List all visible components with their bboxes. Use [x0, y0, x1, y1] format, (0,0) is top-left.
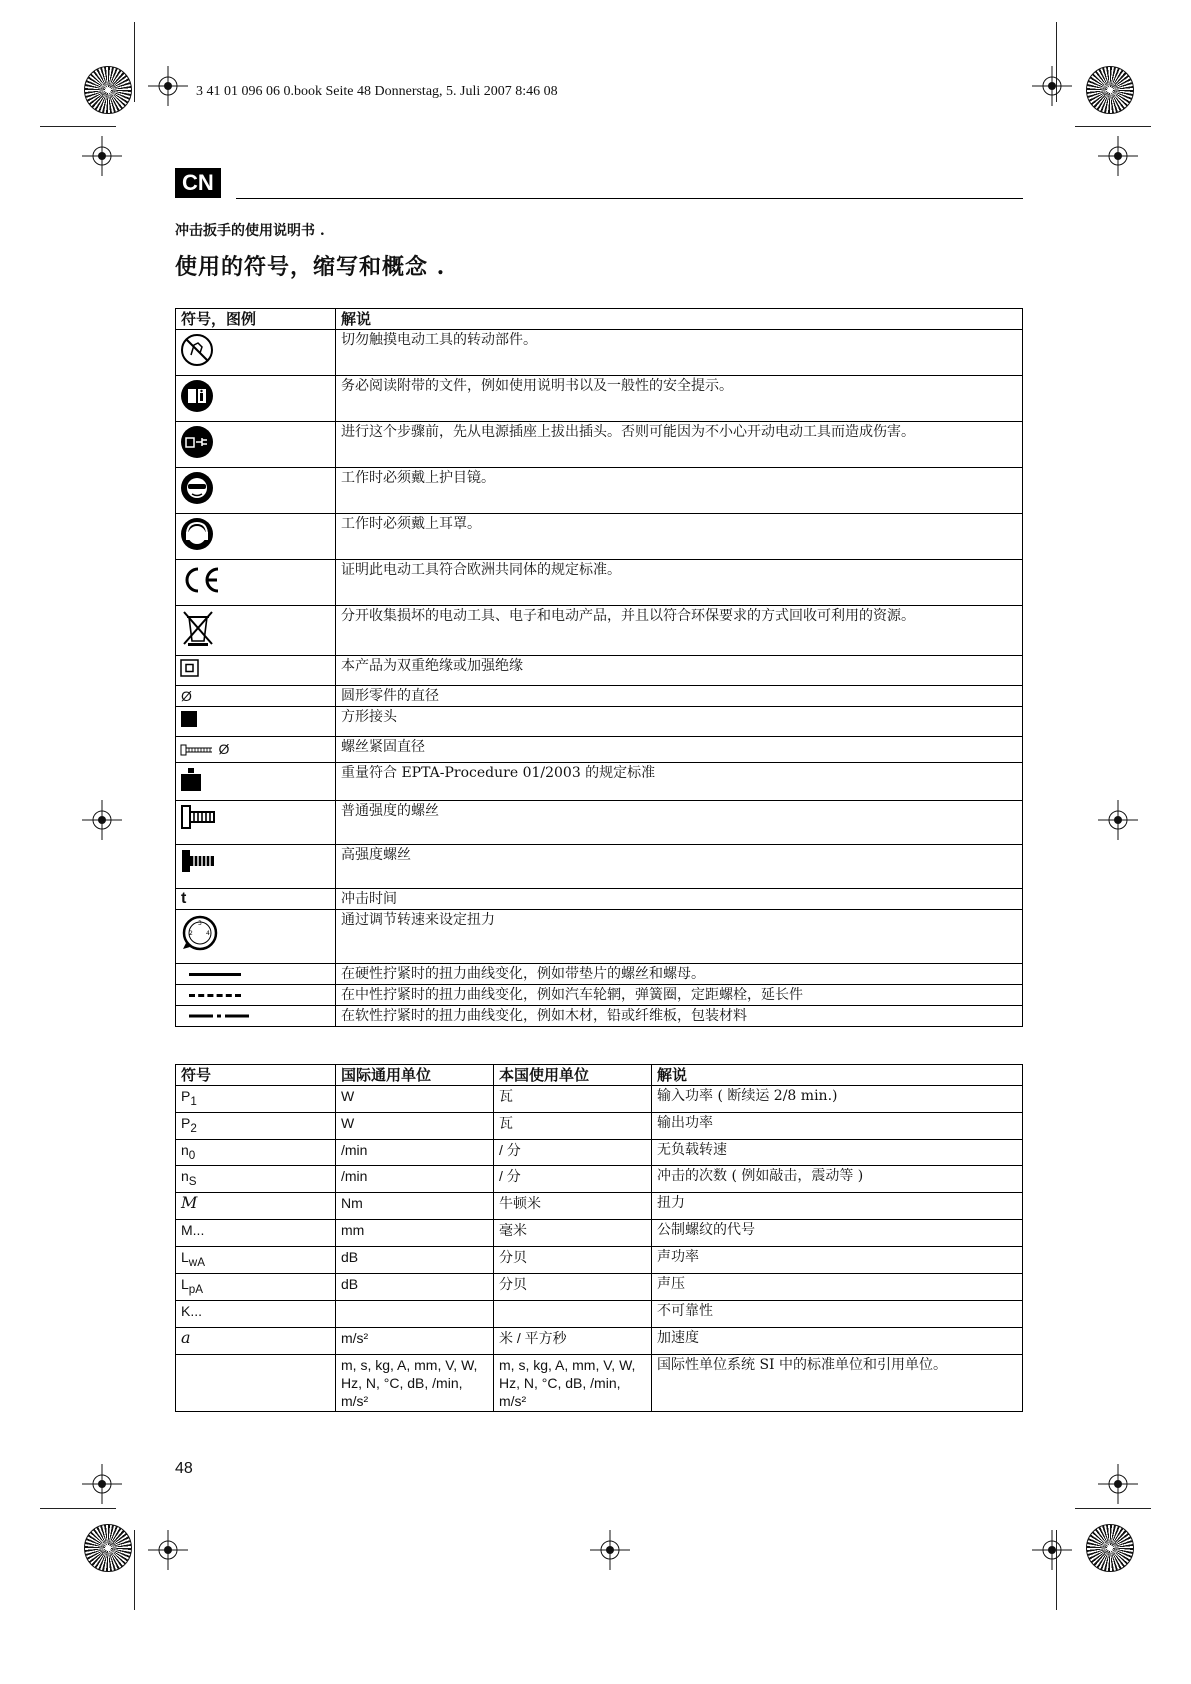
- intl-unit: m/s²: [336, 1327, 494, 1354]
- diameter-symbol: Ø: [218, 741, 230, 757]
- row-explanation: 重量符合 EPTA-Procedure 01/2003 的规定标准: [336, 763, 1023, 801]
- table-header-row: [176, 309, 1023, 330]
- column-header-symbol: 符号: [176, 1065, 336, 1086]
- local-unit: / 分: [494, 1166, 652, 1193]
- double-insulation-icon: [180, 659, 200, 677]
- header-rule: [236, 198, 1023, 199]
- table-row: [176, 1220, 1023, 1247]
- table-row: [176, 468, 1023, 514]
- local-unit: 瓦: [494, 1112, 652, 1139]
- units-table: [175, 1064, 1023, 1412]
- table-row: [176, 686, 1023, 707]
- local-unit: 分贝: [494, 1273, 652, 1300]
- unit-explanation: 输入功率 ( 断续运 2/8 min.): [652, 1086, 1023, 1113]
- row-explanation: 在硬性拧紧时的扭力曲线变化，例如带垫片的螺丝和螺母。: [336, 964, 1023, 985]
- unit-symbol: M...: [176, 1220, 336, 1247]
- registration-rosette-icon: [1086, 1524, 1134, 1572]
- row-explanation: 在中性拧紧时的扭力曲线变化，例如汽车轮辋，弹簧圈，定距螺栓，延长件: [336, 985, 1023, 1006]
- ear-protection-icon: [180, 517, 214, 551]
- crosshair-icon: [148, 66, 188, 106]
- table-row: [176, 1354, 1023, 1411]
- registration-rosette-icon: [1086, 66, 1134, 114]
- svg-text:4: 4: [206, 930, 210, 937]
- table-row: [176, 985, 1023, 1006]
- impact-time-symbol: t: [176, 889, 336, 910]
- table-row: [176, 801, 1023, 845]
- crosshair-icon: [1098, 800, 1138, 840]
- crosshair-icon: [148, 1530, 188, 1570]
- local-unit: 牛顿米: [494, 1193, 652, 1220]
- row-explanation: 进行这个步骤前，先从电源插座上拔出插头。否则可能因为不小心开动电动工具而造成伤害。: [336, 422, 1023, 468]
- local-unit: 瓦: [494, 1086, 652, 1113]
- table-row: [176, 1139, 1023, 1166]
- column-header-explanation: 解说: [652, 1065, 1023, 1086]
- unit-explanation: 无负载转速: [652, 1139, 1023, 1166]
- crosshair-icon: [82, 1464, 122, 1504]
- safety-goggles-icon: [180, 471, 214, 505]
- table-row: [176, 560, 1023, 606]
- table-row: [176, 845, 1023, 889]
- table-row: [176, 964, 1023, 985]
- crosshair-icon: [1032, 66, 1072, 106]
- row-explanation: 高强度螺丝: [336, 845, 1023, 889]
- intl-unit: dB: [336, 1247, 494, 1274]
- row-explanation: 分开收集损坏的电动工具、电子和电动产品，并且以符合环保要求的方式回收可利用的资源。: [336, 606, 1023, 656]
- table-row: [176, 422, 1023, 468]
- table-row: [176, 910, 1023, 964]
- table-row: [176, 656, 1023, 686]
- local-unit: 分贝: [494, 1247, 652, 1274]
- read-manual-icon: [180, 379, 214, 413]
- language-badge: CN: [175, 168, 221, 198]
- page-title: 使用的符号，缩写和概念 .: [175, 254, 446, 280]
- row-explanation: 螺丝紧固直径: [336, 737, 1023, 763]
- table-row: [176, 1112, 1023, 1139]
- registration-rosette-icon: [84, 1524, 132, 1572]
- local-unit: [494, 1300, 652, 1327]
- table-row: [176, 1273, 1023, 1300]
- unit-symbol: $n_S$: [176, 1166, 336, 1193]
- intl-unit: W: [336, 1112, 494, 1139]
- unit-symbol: $L_{pA}$: [176, 1273, 336, 1300]
- ce-mark-icon: [180, 563, 222, 597]
- page-number: 48: [175, 1460, 193, 1477]
- unit-explanation: 扭力: [652, 1193, 1023, 1220]
- row-explanation: 冲击时间: [336, 889, 1023, 910]
- unit-symbol: $P_2$: [176, 1112, 336, 1139]
- unit-symbol: $L_{wA}$: [176, 1247, 336, 1274]
- row-explanation: 切勿触摸电动工具的转动部件。: [336, 330, 1023, 376]
- row-explanation: 工作时必须戴上耳罩。: [336, 514, 1023, 560]
- square-drive-icon: [180, 710, 198, 728]
- dashdot-line-legend: [189, 1012, 249, 1020]
- table-row: [176, 1006, 1023, 1027]
- crosshair-icon: [82, 800, 122, 840]
- unit-explanation: 国际性单位系统 SI 中的标准单位和引用单位。: [652, 1354, 1023, 1411]
- local-unit: / 分: [494, 1139, 652, 1166]
- row-explanation: 方形接头: [336, 707, 1023, 737]
- unit-explanation: 冲击的次数 ( 例如敲击，震动等 ): [652, 1166, 1023, 1193]
- crosshair-icon: [590, 1530, 630, 1570]
- row-explanation: 通过调节转速来设定扭力: [336, 910, 1023, 964]
- row-explanation: 本产品为双重绝缘或加强绝缘: [336, 656, 1023, 686]
- no-touch-rotating-icon: [180, 333, 214, 367]
- table-row: [176, 376, 1023, 422]
- weee-bin-icon: [180, 609, 216, 647]
- row-explanation: 证明此电动工具符合欧洲共同体的规定标准。: [336, 560, 1023, 606]
- row-explanation: 圆形零件的直径: [336, 686, 1023, 707]
- standard-bolt-icon: [180, 804, 216, 830]
- registration-rosette-icon: [84, 66, 132, 114]
- table-row: [176, 707, 1023, 737]
- crosshair-icon: [82, 136, 122, 176]
- table-row: [176, 1086, 1023, 1113]
- column-header-local-unit: 本国使用单位: [494, 1065, 652, 1086]
- document-subtitle: 冲击扳手的使用说明书 .: [175, 223, 325, 239]
- intl-unit: Nm: [336, 1193, 494, 1220]
- unit-explanation: 不可靠性: [652, 1300, 1023, 1327]
- unit-symbol: $P_1$: [176, 1086, 336, 1113]
- crosshair-icon: [1098, 136, 1138, 176]
- unit-explanation: 公制螺纹的代号: [652, 1220, 1023, 1247]
- table-row: [176, 737, 1023, 763]
- table-row: [176, 1193, 1023, 1220]
- table-header-row: [176, 1065, 1023, 1086]
- table-row: [176, 1247, 1023, 1274]
- unit-explanation: 输出功率: [652, 1112, 1023, 1139]
- intl-unit: W: [336, 1086, 494, 1113]
- svg-text:3: 3: [198, 920, 202, 927]
- local-unit: 米 / 平方秒: [494, 1327, 652, 1354]
- column-header-explanation: 解说: [336, 309, 1023, 330]
- unit-symbol: K...: [176, 1300, 336, 1327]
- row-explanation: 务必阅读附带的文件，例如使用说明书以及一般性的安全提示。: [336, 376, 1023, 422]
- units-table-body: [176, 1086, 1023, 1412]
- symbols-table: [175, 308, 1023, 1027]
- print-slug: 3 41 01 096 06 0.book Seite 48 Donnerstag, 5. Juli 2007 8:46 08: [196, 84, 558, 99]
- intl-unit: mm: [336, 1220, 494, 1247]
- unit-symbol: [176, 1354, 336, 1411]
- dashed-line-legend: [189, 994, 241, 997]
- intl-unit: [336, 1300, 494, 1327]
- unit-explanation: 加速度: [652, 1327, 1023, 1354]
- local-unit: 毫米: [494, 1220, 652, 1247]
- diameter-symbol: Ø: [176, 686, 336, 707]
- crosshair-icon: [1032, 1530, 1072, 1570]
- table-row: [176, 514, 1023, 560]
- row-explanation: 在软性拧紧时的扭力曲线变化，例如木材，铅或纤维板，包装材料: [336, 1006, 1023, 1027]
- row-explanation: 工作时必须戴上护目镜。: [336, 468, 1023, 514]
- table-row: [176, 1166, 1023, 1193]
- crosshair-icon: [1098, 1464, 1138, 1504]
- unit-symbol: M: [176, 1193, 336, 1220]
- table-row: [176, 330, 1023, 376]
- screw-icon: [180, 743, 214, 757]
- unit-explanation: 声压: [652, 1273, 1023, 1300]
- intl-unit: m, s, kg, A, mm, V, W, Hz, N, °C, dB, /min, m/s²: [336, 1354, 494, 1411]
- svg-text:2: 2: [189, 930, 193, 937]
- local-unit: m, s, kg, A, mm, V, W, Hz, N, °C, dB, /min, m/s²: [494, 1354, 652, 1411]
- unit-symbol: a: [176, 1327, 336, 1354]
- intl-unit: dB: [336, 1273, 494, 1300]
- speed-dial-icon: [180, 913, 220, 953]
- table-row: [176, 1300, 1023, 1327]
- unit-explanation: 声功率: [652, 1247, 1023, 1274]
- unit-symbol: $n_0$: [176, 1139, 336, 1166]
- weight-icon: [180, 766, 202, 792]
- intl-unit: /min: [336, 1139, 494, 1166]
- table-row: [176, 1327, 1023, 1354]
- high-strength-bolt-icon: [180, 848, 216, 874]
- table-row: [176, 889, 1023, 910]
- table-row: [176, 763, 1023, 801]
- solid-line-legend: [189, 973, 241, 976]
- row-explanation: 普通强度的螺丝: [336, 801, 1023, 845]
- intl-unit: /min: [336, 1166, 494, 1193]
- column-header-intl-unit: 国际通用单位: [336, 1065, 494, 1086]
- column-header-symbol: 符号，图例: [176, 309, 336, 330]
- table-row: [176, 606, 1023, 656]
- unplug-icon: [180, 425, 214, 459]
